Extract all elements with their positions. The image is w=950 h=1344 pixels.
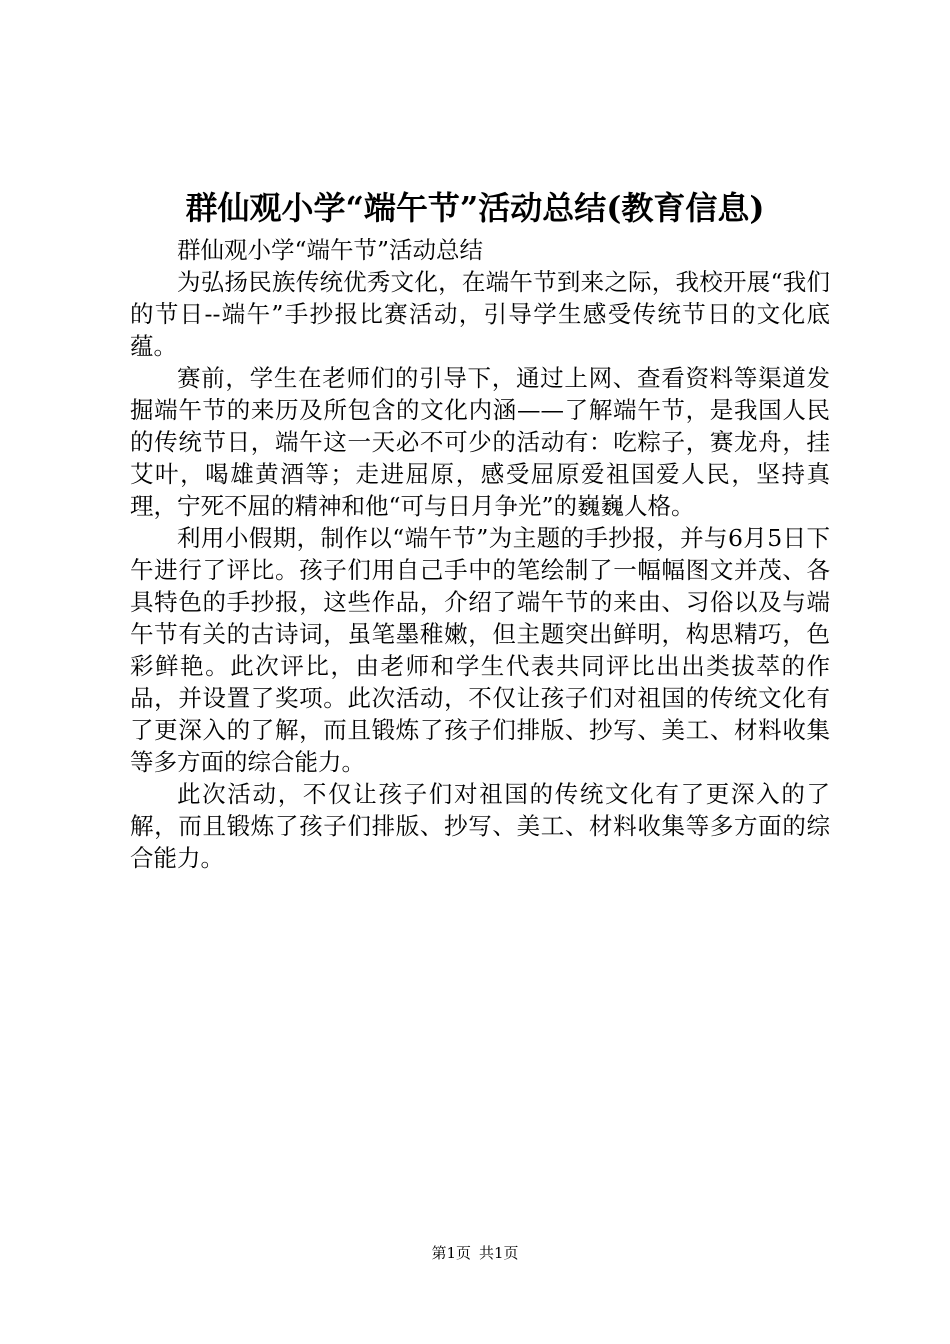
- page-number: 第1页: [431, 1244, 471, 1262]
- page-footer: [0, 1243, 950, 1263]
- body-paragraph: 为弘扬民族传统优秀文化，在端午节到来之际，我校开展“我们的节日--端午”手抄报比赛活动，引导学生感受传统节日的文化底蕴。: [130, 268, 830, 360]
- body-paragraph: 利用小假期，制作以“端午节”为主题的手抄报，并与6月5日下午进行了评比。孩子们用自己手中的笔绘制了一幅幅图文并茂、各具特色的手抄报，这些作品，介绍了端午节的来由、习俗以及与端午节有关的古诗词，虽笔墨稚嫩，但主题突出鲜明，构思精巧，色彩鲜艳。此次评比，由老师和学生代表共同评比出出类拔萃的作品，并设置了奖项。此次活动，不仅让孩子们对祖国的传统文化有了更深入的了解，而且锻炼了孩子们排版、抄写、美工、材料收集等多方面的综合能力。: [130, 524, 830, 776]
- document-title: 群仙观小学“端午节”活动总结(教育信息): [185, 189, 765, 227]
- page-total: 共1页: [479, 1244, 519, 1262]
- document-body: [130, 234, 830, 874]
- body-paragraph: 此次活动，不仅让孩子们对祖国的传统文化有了更深入的了解，而且锻炼了孩子们排版、抄写、美工、材料收集等多方面的综合能力。: [130, 780, 830, 872]
- body-paragraph: 赛前，学生在老师们的引导下，通过上网、查看资料等渠道发掘端午节的来历及所包含的文化内涵——了解端午节，是我国人民的传统节日，端午这一天必不可少的活动有：吃粽子，赛龙舟，挂艾叶，喝雄黄酒等；走进屈原，感受屈原爱祖国爱人民，坚持真理，宁死不屈的精神和他“可与日月争光”的巍巍人格。: [130, 364, 830, 520]
- subtitle-paragraph: 群仙观小学“端午节”活动总结: [177, 236, 484, 264]
